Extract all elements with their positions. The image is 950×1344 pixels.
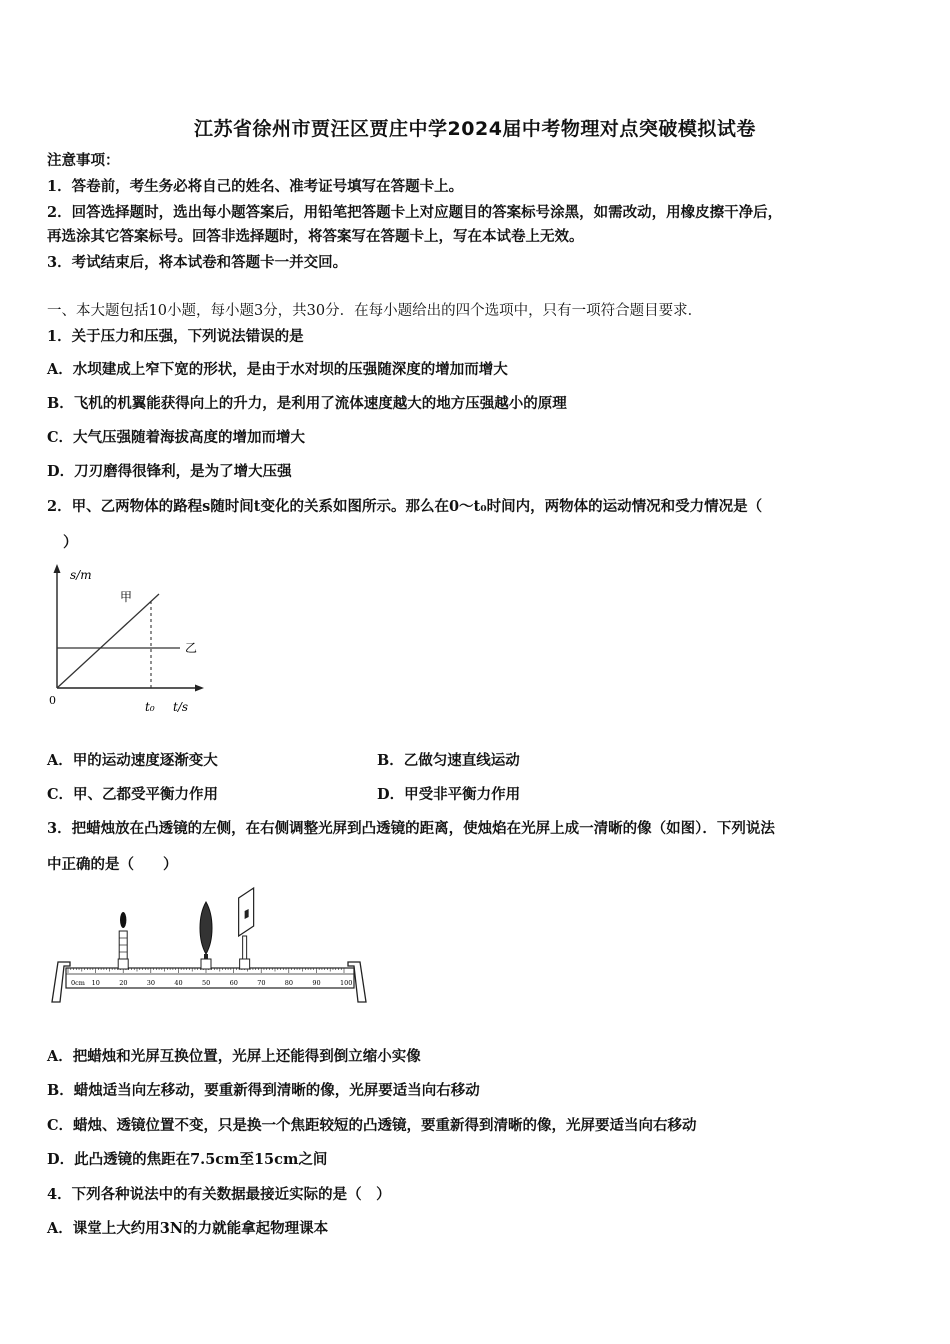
q3-option-a: A．把蜡烛和光屏互换位置，光屏上还能得到倒立缩小实像	[47, 1048, 421, 1065]
q3-option-c: C．蜡烛、透镜位置不变，只是换一个焦距较短的凸透镜，要重新得到清晰的像，光屏要适当向右移动	[47, 1117, 697, 1134]
q1-option-a: A．水坝建成上窄下宽的形状，是由于水对坝的压强随深度的增加而增大	[47, 361, 508, 378]
q3-stem-cont: 中正确的是（ ）	[47, 856, 178, 873]
q3-stem: 3．把蜡烛放在凸透镜的左侧，在右侧调整光屏到凸透镜的距离，使烛焰在光屏上成一清晰的像（如图）．下列说法	[47, 820, 775, 837]
q2-st-graph	[40, 560, 220, 720]
q1-stem: 1．关于压力和压强，下列说法错误的是	[47, 328, 304, 345]
q1-option-b: B．飞机的机翼能获得向上的升力，是利用了流体速度越大的地方压强越小的原理	[47, 395, 567, 412]
line-jia-label: 甲	[120, 590, 133, 604]
notice-item: 1．答卷前，考生务必将自己的姓名、准考证号填写在答题卡上。	[47, 178, 464, 195]
line-yi-label: 乙	[185, 641, 198, 655]
q2-option-d: D．甲受非平衡力作用	[377, 786, 521, 803]
q1-option-c: C．大气压强随着海拔高度的增加而增大	[47, 429, 306, 446]
q4-stem: 4．下列各种说法中的有关数据最接近实际的是（ ）	[47, 1186, 391, 1203]
q2-option-b: B．乙做匀速直线运动	[377, 752, 520, 769]
origin-label: 0	[49, 694, 56, 707]
ruler-tick-label: 90	[312, 979, 321, 987]
ruler-tick-label: 80	[284, 979, 294, 987]
q2-option-c: C．甲、乙都受平衡力作用	[47, 786, 219, 803]
line-jia	[57, 594, 159, 688]
t0-label: t₀	[145, 700, 155, 714]
q4-option-a: A．课堂上大约用3N的力就能拿起物理课本	[47, 1220, 329, 1237]
ruler-tick-label: 60	[229, 979, 238, 987]
ruler-tick-label: 100	[340, 979, 353, 987]
section-instructions: 一、本大题包括10小题，每小题3分，共30分．在每小题给出的四个选项中，只有一项符合题目要求．	[47, 303, 703, 319]
q2-stem: 2．甲、乙两物体的路程s随时间t变化的关系如图所示。那么在0～t₀时间内，两物体的运动情况和受力情况是（	[47, 498, 763, 515]
q3-option-b: B．蜡烛适当向左移动，要重新得到清晰的像，光屏要适当向右移动	[47, 1082, 480, 1099]
x-axis-arrow-icon	[195, 685, 204, 692]
ruler-tick-label: 40	[174, 979, 183, 987]
convex-lens-icon	[200, 902, 212, 954]
q1-option-d: D．刀刃磨得很锋利，是为了增大压强	[47, 463, 292, 480]
ruler-tick-label: 70	[257, 979, 266, 987]
light-screen	[239, 888, 254, 969]
ruler-tick-label: 30	[146, 979, 156, 987]
ruler-tick-label: 10	[91, 979, 100, 987]
notice-heading: 注意事项：	[47, 152, 120, 169]
q2-option-a: A．甲的运动速度逐渐变大	[47, 752, 218, 769]
candle	[118, 912, 128, 969]
q3-optical-bench	[44, 884, 374, 1010]
convex-lens	[200, 902, 212, 969]
notice-item: 3．考试结束后，将本试卷和答题卡一并交回。	[47, 254, 348, 271]
notice-item: 2．回答选择题时，选出每小题答案后，用铅笔把答题卡上对应题目的答案标号涂黑，如需改动，用橡皮擦干净后，	[47, 204, 783, 221]
x-axis-label: t/s	[173, 700, 189, 714]
q3-option-d: D．此凸透镜的焦距在7.5cm至15cm之间	[47, 1151, 328, 1168]
page-title: 江苏省徐州市贾汪区贾庄中学2024届中考物理对点突破模拟试卷	[194, 118, 756, 140]
y-axis-arrow-icon	[54, 564, 61, 573]
ruler-unit-label: 0cm	[71, 979, 85, 987]
notice-item: 再选涂其它答案标号。回答非选择题时，将答案写在答题卡上，写在本试卷上无效。	[47, 228, 584, 245]
y-axis-label: s/m	[70, 568, 92, 582]
ruler-tick-label: 20	[119, 979, 128, 987]
candle-flame-icon	[120, 912, 126, 928]
ruler-tick-label: 50	[202, 979, 211, 987]
q2-stem-paren: ）	[63, 534, 78, 551]
